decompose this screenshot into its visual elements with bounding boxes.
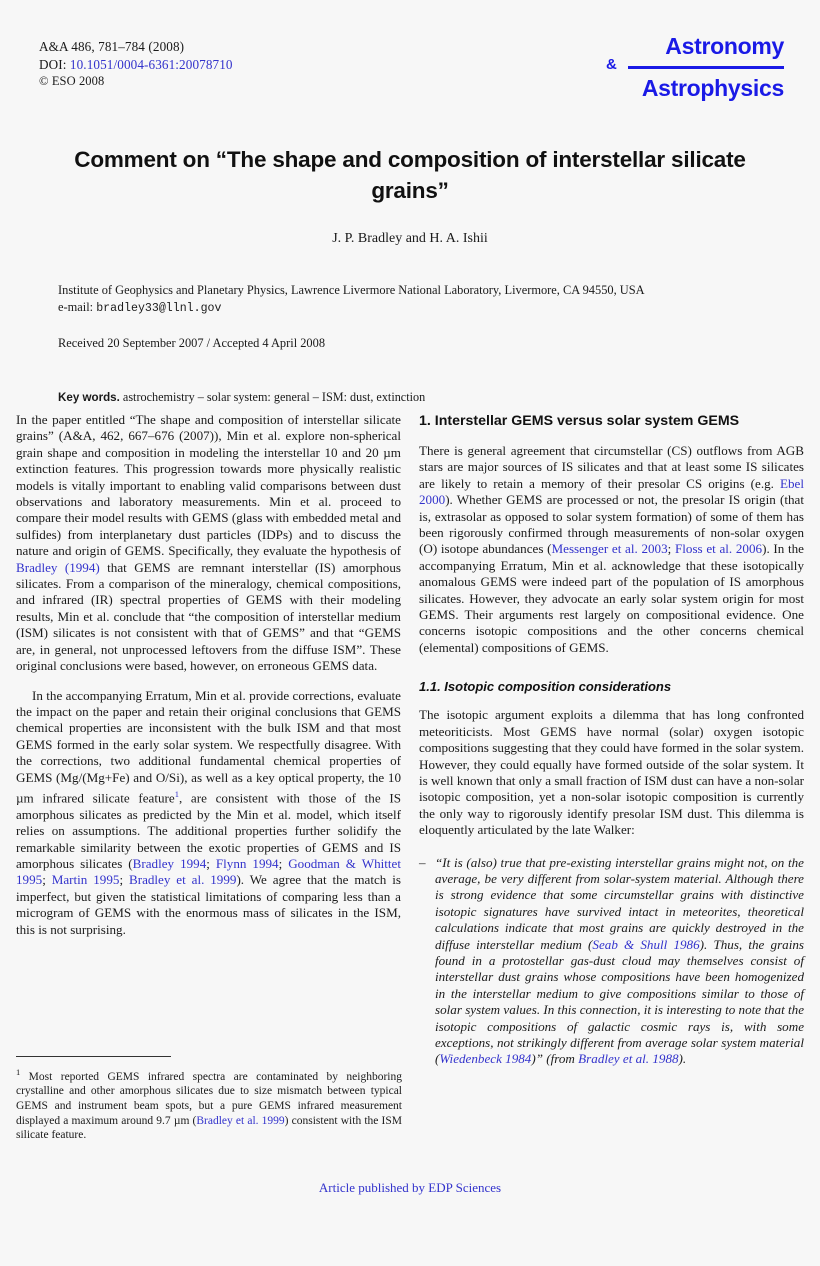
- paragraph-erratum-text-c: ). We agree that the match is imperfect, but given the statistical limitations of comparing less than a microgram of GEMS with the enormous mass of silicates in the ISM, this is not surprising.: [16, 872, 401, 937]
- cite-sep-2: ;: [278, 855, 289, 871]
- blockquote-text-a: “It is (also) true that pre-existing interstellar grains might not, on the average, be very different from solar-system material. Although there is strong evidence that some circumstellar grains with distinctive isotopic signatures have survived intact in meteorites, theoretical calculations indicate that most grains are quickly destroyed in the diffuse interstellar medium (: [435, 854, 804, 952]
- footnote-1-text: [16, 1065, 402, 1143]
- author-list: J. P. Bradley and H. A. Ishii: [332, 231, 488, 246]
- affiliation-block: [14, 282, 806, 317]
- journal-logo-line1: Astronomy: [665, 33, 784, 59]
- paragraph-isotopic-argument: The isotopic argument exploits a dilemma that has long confronted meteoriticists. Most GEMS have normal (solar) oxygen isotopic compositions suggesting that they could have formed in the solar system. However, they could equally have formed outside of the solar system. It is well known that only a small fraction of ISM dust can have a non-solar isotopic composition, yet a non-solar isotopic composition is currently the only way to rigorously identify presolar ISM dust. This dilemma is eloquently articulated by the late Walker:: [419, 707, 804, 838]
- blockquote-dash: –: [419, 854, 426, 870]
- received-accepted-dates: Received 20 September 2007 / Accepted 4 April 2008: [58, 336, 326, 350]
- citation-ebel-2000[interactable]: Ebel 2000: [419, 475, 804, 508]
- page-title: Comment on “The shape and composition of interstellar silicate grains”: [74, 147, 746, 203]
- right-column: [419, 412, 804, 1158]
- blockquote-text-d: ).: [678, 1051, 687, 1067]
- blockquote-text: [435, 855, 804, 1068]
- citation-goodman-whittet-1995[interactable]: Goodman & Whittet 1995: [16, 855, 401, 888]
- copyright-line: © ESO 2008: [39, 74, 105, 88]
- cite-sep-1: ;: [206, 855, 216, 871]
- citation-bradley-et-al-1999[interactable]: Bradley et al. 1999: [128, 872, 237, 888]
- body-columns: [16, 412, 804, 1158]
- email-label: e-mail:: [58, 299, 94, 314]
- paragraph-erratum: [16, 688, 401, 938]
- edp-sciences-link[interactable]: Article published by EDP Sciences: [318, 1180, 502, 1195]
- footnote-marker-1[interactable]: 1: [174, 788, 179, 799]
- footnote-block: [16, 1056, 402, 1143]
- blockquote-text-b: ). Thus, the grains found in a protostellar gas-dust cloud may themselves consist of interstellar dust grains whose compositions have been homogenized in the interstellar medium to give compositions similar to those of solar system values. In this connection, it is interesting to note that the isotopic compositions of galactic cosmic rays is, with some exceptions, not strikingly different from average solar system material (: [435, 936, 805, 1067]
- doi-link[interactable]: 10.1051/0004-6361:20078710: [69, 56, 233, 72]
- subsection-heading-1-1: 1.1. Isotopic composition considerations: [419, 679, 672, 695]
- journal-logo: [594, 34, 784, 100]
- citation-bradley-1994b[interactable]: Bradley 1994: [132, 855, 207, 871]
- cite-sep-4: ;: [119, 872, 129, 888]
- cite-sep-5: ;: [667, 541, 675, 557]
- doi-line: [39, 56, 233, 74]
- paragraph-cs-text-b: ). Whether GEMS are processed or not, the presolar IS origin (that is, extrasolar as opposed to solar system formation) of some of them has been rigorously confirmed through measurements of non-solar oxygen (O) isotope abundances (: [419, 492, 804, 557]
- citation-floss-et-al-2006[interactable]: Floss et al. 2006: [674, 541, 763, 557]
- paragraph-erratum-text-a: In the accompanying Erratum, Min et al. provide corrections, evaluate the impact on the paper and retain their original conclusions that GEMS chemical properties are inconsistent with the bulk ISM and that most GEMS formed in the early solar system. We respectfully disagree. With the corrections, two additional fundamental chemical properties of GEMS (Mg/(Mg+Fe) and O/Si), as well as a key optical property, the 10 µm infrared silicate feature: [16, 687, 401, 806]
- paragraph-cs-text-a: There is general agreement that circumstellar (CS) outflows from AGB stars are major sources of IS silicates and that at least some IS silicates are likely to retain a memory of their presolar CS origins (e.g.: [419, 443, 804, 491]
- citation-bradley-et-al-1988[interactable]: Bradley et al. 1988: [578, 1051, 679, 1067]
- masthead: [14, 0, 806, 108]
- footnote-text-b: ) consistent with the ISM silicate feature.: [16, 1114, 402, 1142]
- citation-bradley-1994[interactable]: Bradley (1994): [16, 559, 100, 575]
- citation-flynn-1994[interactable]: Flynn 1994: [215, 855, 279, 871]
- cite-sep-3: ;: [42, 872, 52, 888]
- paragraph-erratum-text-b: , are consistent with those of the IS amorphous silicates as predicted by the Min et al. model, which itself relies on assumptions. The additional properties further solidify the remarkable similarity between the exotic properties of GEMS and IS amorphous silicates (: [16, 790, 401, 871]
- doi-label: DOI:: [39, 56, 67, 72]
- citation-martin-1995[interactable]: Martin 1995: [51, 872, 120, 888]
- footnote-text-a: Most reported GEMS infrared spectra are contaminated by neighboring crystalline and other amorphous silicates due to size mismatch between typical GEMS and instrument beam spots, but a pure GEMS infrared measurement displayed a maximum around 9.7 µm (: [16, 1070, 402, 1127]
- journal-logo-rule: [628, 66, 784, 69]
- journal-reference: A&A 486, 781–784 (2008): [39, 39, 185, 54]
- section-heading-1: 1. Interstellar GEMS versus solar system GEMS: [419, 413, 740, 429]
- title-block: [14, 144, 806, 248]
- paragraph-intro: [16, 412, 401, 675]
- footnote-number: 1: [16, 1067, 21, 1077]
- blockquote-text-c: )” (from: [531, 1051, 579, 1067]
- email-address[interactable]: bradley33@llnl.gov: [96, 301, 222, 315]
- journal-logo-ampersand: &: [606, 56, 617, 73]
- keywords-label: Key words.: [58, 391, 120, 404]
- publisher-footer: [0, 1180, 820, 1196]
- left-column: [16, 412, 401, 1158]
- citation-seab-shull-1986[interactable]: Seab & Shull 1986: [592, 936, 700, 952]
- keywords-line: [14, 389, 806, 406]
- paragraph-intro-text-a: In the paper entitled “The shape and composition of interstellar silicate grains” (A&A, 462, 667–676 (2007)), Min et al. explore non-spherical grain shape and composition in modeling the interstellar 10 and 20 µm extinction features. This progression towards more physically realistic models is vitally important to enabling valid comparisons between dust observations and laboratory measurements. Min et al. proceed to compare their model results with GEMS (glass with embedded metal and sulfides) from interplanetary dust particles (IDPs) and to discuss the nature and origin of GEMS. Specifically, they evaluate the hypothesis of: [16, 412, 401, 559]
- journal-logo-line2: Astrophysics: [641, 75, 784, 101]
- journal-logo-middle: [594, 56, 784, 76]
- citation-bradley-et-al-1999-footnote[interactable]: Bradley et al. 1999: [196, 1114, 285, 1127]
- journal-identifier-block: [39, 38, 233, 91]
- affiliation-email-line: [58, 299, 762, 318]
- walker-blockquote: [419, 855, 804, 1068]
- paragraph-cs-text-c: ). In the accompanying Erratum, Min et al. acknowledge that these isotopically anomalous GEMS were indeed part of the population of IS amorphous silicates. However, they advocate an early solar system origin for most GEMS. Their arguments rest largely on compositional evidence. One concerns isotopic compositions and the other concerns chemical (elemental) compositions of GEMS.: [419, 541, 804, 655]
- citation-messenger-et-al-2003[interactable]: Messenger et al. 2003: [551, 541, 668, 557]
- citation-wiedenbeck-1984[interactable]: Wiedenbeck 1984: [439, 1051, 532, 1067]
- keywords-value: astrochemistry – solar system: general – ISM: dust, extinction: [122, 390, 426, 404]
- affiliation-institution: Institute of Geophysics and Planetary Physics, Lawrence Livermore National Laboratory, Livermore, CA 94550, USA: [58, 283, 645, 297]
- footnote-separator-rule: [16, 1056, 171, 1057]
- paragraph-intro-text-b: that GEMS are remnant interstellar (IS) amorphous silicates. From a comparison of the mineralogy, chemical compositions, and infrared (IR) spectral properties of GEMS with their modeling results, Min et al. conclude that “the composition of interstellar medium (ISM) silicates is not consistent with that of GEMS” and that “GEMS are, in general, not unprocessed leftovers from the diffuse ISM”. These original conclusions were based, however, on erroneous GEMS data.: [16, 559, 401, 674]
- paragraph-cs-outflows: [419, 443, 804, 656]
